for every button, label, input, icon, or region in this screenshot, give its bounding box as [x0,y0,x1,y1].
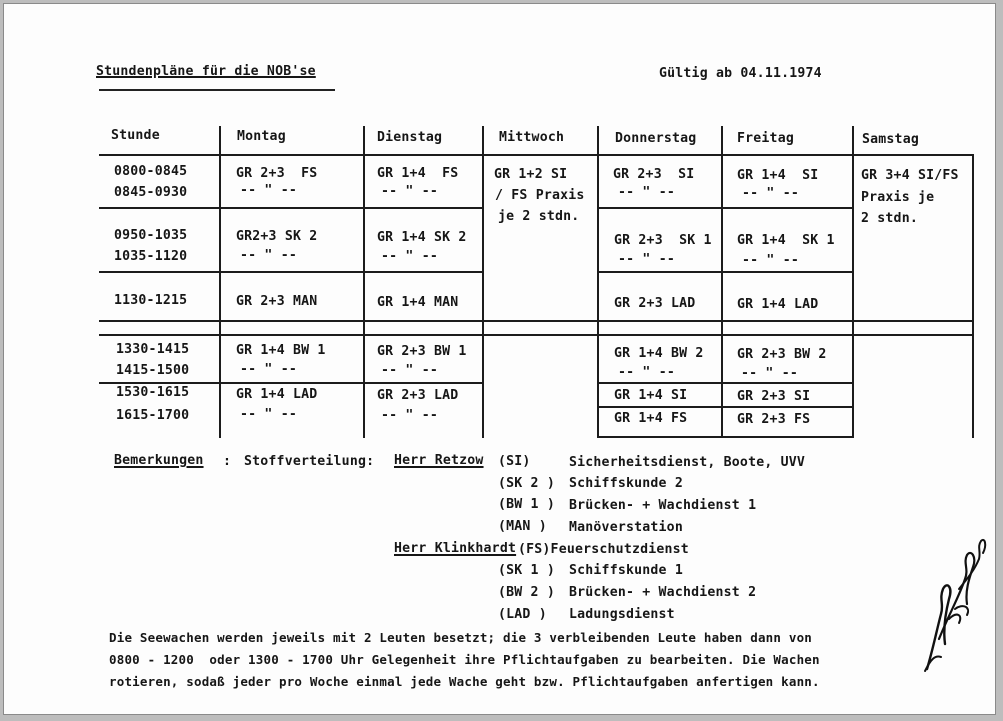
grid-line [597,207,852,209]
subject-desc: Brücken- + Wachdienst 1 [569,498,757,513]
schedule-cell: GR 1+4 FS [614,411,688,426]
column-header-freitag: Freitag [737,131,794,146]
subject-code: (BW 1 ) [498,497,555,512]
schedule-cell: -- " -- [381,249,438,264]
column-header-montag: Montag [237,129,286,144]
remarks-label: Bemerkungen [114,453,204,468]
grid-line [597,126,599,438]
note-paragraph-line: Die Seewachen werden jeweils mit 2 Leuten besetzt; die 3 verbleibenden Leute haben dann von [109,630,813,645]
schedule-cell: GR 1+4 SI [737,168,819,183]
schedule-cell: GR 2+3 LAD [377,388,459,403]
subject-code: (MAN ) [498,519,547,534]
column-header-mittwoch: Mittwoch [499,130,565,145]
column-header-samstag: Samstag [862,132,919,147]
schedule-cell: GR 1+4 SK 1 [737,233,835,248]
time-cell: 1415-1500 [116,363,190,378]
schedule-cell: GR 2+3 BW 2 [737,347,827,362]
title-double-underline [99,89,335,91]
schedule-cell: GR 2+3 SK 1 [614,233,712,248]
grid-line [99,320,974,322]
document-page [3,3,996,715]
grid-line [597,436,852,438]
grid-line [99,334,974,336]
schedule-cell: -- " -- [618,185,675,200]
grid-line [363,126,365,438]
subject-desc: Manöverstation [569,520,683,535]
schedule-cell: GR 1+4 LAD [737,297,819,312]
schedule-cell: GR 1+4 LAD [236,387,318,402]
remarks-colon: : [223,454,232,469]
schedule-cell: -- " -- [381,184,438,199]
schedule-cell: GR 2+3 SI [737,389,811,404]
schedule-cell: -- " -- [742,186,799,201]
wednesday-cell: je 2 stdn. [498,209,580,224]
time-cell: 1330-1415 [116,342,190,357]
schedule-cell: -- " -- [618,365,675,380]
distribution-label: Stoffverteilung: [244,454,375,469]
subject-code: (SK 1 ) [498,563,555,578]
grid-line [99,271,482,273]
schedule-cell: GR 2+3 SI [613,167,695,182]
page-title: Stundenpläne für die NOB'se [96,64,316,79]
schedule-cell: -- " -- [240,183,297,198]
grid-line [482,126,484,438]
subject-code: (SK 2 ) [498,476,555,491]
note-paragraph-line: rotieren, sodaß jeder pro Woche einmal jede Wache geht bzw. Pflichtaufgaben anfertigen kann. [109,674,820,689]
schedule-cell: -- " -- [742,253,799,268]
grid-line [597,271,852,273]
grid-line [721,126,723,438]
time-cell: 1615-1700 [116,408,190,423]
schedule-cell: GR 1+4 BW 2 [614,346,704,361]
saturday-cell: Praxis je [861,190,935,205]
schedule-cell: -- " -- [618,252,675,267]
handwritten-signature [919,519,989,679]
schedule-cell: -- " -- [240,407,297,422]
note-paragraph-line: 0800 - 1200 oder 1300 - 1700 Uhr Gelegenheit ihre Pflichtaufgaben zu bearbeiten. Die Wachen [109,652,820,667]
schedule-cell: -- " -- [741,366,798,381]
subject-code: (LAD ) [498,607,547,622]
teacher-klinkhardt: Herr Klinkhardt [394,541,517,556]
time-cell: 0950-1035 [114,228,188,243]
schedule-cell: GR2+3 SK 2 [236,229,318,244]
subject-first: (FS)Feuerschutzdienst [518,542,689,557]
schedule-cell: GR 2+3 FS [236,166,318,181]
schedule-cell: -- " -- [381,363,438,378]
grid-line [852,126,854,438]
schedule-cell: GR 1+4 SK 2 [377,230,467,245]
subject-desc: Ladungsdienst [569,607,675,622]
schedule-cell: GR 2+3 LAD [614,296,696,311]
grid-line [219,126,221,438]
grid-line [99,207,482,209]
subject-desc: Schiffskunde 2 [569,476,683,491]
schedule-cell: -- " -- [240,362,297,377]
schedule-cell: GR 1+4 SI [614,388,688,403]
valid-from: Gültig ab 04.11.1974 [659,66,822,81]
column-header-dienstag: Dienstag [377,130,443,145]
teacher-retzow: Herr Retzow [394,453,484,468]
grid-line [972,154,974,438]
time-cell: 0800-0845 [114,164,188,179]
time-cell: 1130-1215 [114,293,188,308]
wednesday-cell: / FS Praxis [495,188,585,203]
grid-line [597,382,852,384]
schedule-cell: -- " -- [381,408,438,423]
grid-line [99,154,974,156]
subject-desc: Sicherheitsdienst, Boote, UVV [569,455,806,470]
wednesday-cell: GR 1+2 SI [494,167,568,182]
saturday-cell: 2 stdn. [861,211,918,226]
schedule-cell: GR 2+3 FS [737,412,811,427]
subject-code: (SI) [498,454,531,469]
column-header-stunde: Stunde [111,128,160,143]
subject-code: (BW 2 ) [498,585,555,600]
column-header-donnerstag: Donnerstag [615,131,697,146]
schedule-cell: GR 1+4 FS [377,166,459,181]
time-cell: 1035-1120 [114,249,188,264]
time-cell: 0845-0930 [114,185,188,200]
schedule-cell: GR 1+4 BW 1 [236,343,326,358]
schedule-cell: GR 1+4 MAN [377,295,459,310]
schedule-cell: GR 2+3 BW 1 [377,344,467,359]
grid-line [597,406,852,408]
schedule-cell: -- " -- [240,248,297,263]
time-cell: 1530-1615 [116,385,190,400]
subject-desc: Schiffskunde 1 [569,563,683,578]
saturday-cell: GR 3+4 SI/FS [861,168,959,183]
grid-line [99,382,482,384]
subject-desc: Brücken- + Wachdienst 2 [569,585,757,600]
schedule-cell: GR 2+3 MAN [236,294,318,309]
